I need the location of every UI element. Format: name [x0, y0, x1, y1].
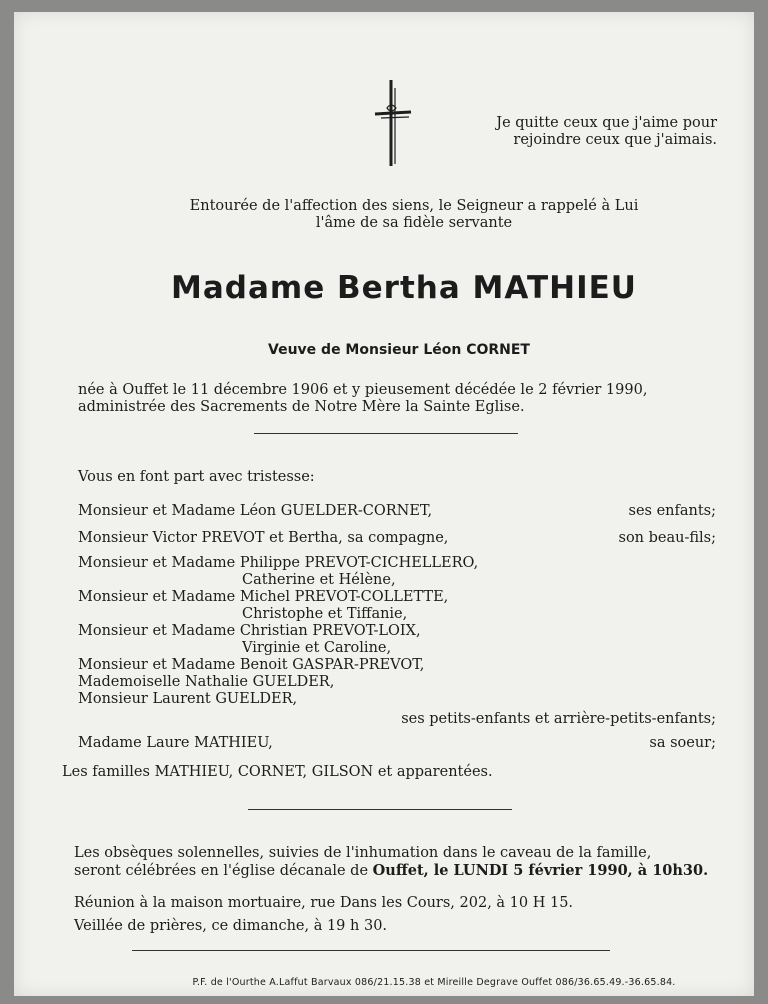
family-relation: sa soeur; [649, 735, 716, 751]
family-row [78, 657, 716, 674]
families-line: Les familles MATHIEU, CORNET, GILSON et apparentées. [62, 764, 493, 780]
family-row [78, 555, 716, 572]
family-row [78, 640, 768, 657]
intro-line: Entourée de l'affection des siens, le Seigneur a rappelé à Lui [189, 198, 639, 214]
family-row [78, 589, 716, 606]
family-name: Monsieur Victor PREVOT et Bertha, sa compagne, [78, 530, 449, 546]
birth-line: administrée des Sacrements de Notre Mère la Sainte Eglise. [78, 399, 525, 415]
funeral-info [74, 845, 716, 935]
obituary-card [14, 12, 754, 996]
family-name: Mademoiselle Nathalie GUELDER, [78, 674, 335, 690]
epigraph-line: Je quitte ceux que j'aime pour [496, 115, 717, 131]
gathering-line: Réunion à la maison mortuaire, rue Dans les Cours, 202, à 10 H 15. [74, 895, 574, 911]
footer-undertaker: P.F. de l'Ourthe A.Laffut Barvaux 086/21.15.38 et Mireille Degrave Ouffet 086/36.65.49.-36.65.84. [192, 977, 676, 988]
family-relation: ses enfants; [628, 503, 716, 519]
epigraph-line: rejoindre ceux que j'aimais. [513, 132, 717, 148]
family-name: Monsieur et Madame Léon GUELDER-CORNET, [78, 503, 433, 519]
family-row [78, 572, 768, 589]
epigraph [444, 115, 717, 149]
cross-icon [369, 74, 415, 170]
family-relation: ses petits-enfants et arrière-petits-enfants; [401, 711, 716, 727]
vigil-line: Veillée de prières, ce dimanche, à 19 h 30. [74, 918, 388, 934]
widow-of: Veuve de Monsieur Léon CORNET [268, 342, 530, 358]
family-name: Catherine et Hélène, [242, 572, 396, 588]
funeral-line: Les obsèques solennelles, suivies de l'inhumation dans le caveau de la famille, [74, 845, 652, 861]
birth-death-info [78, 382, 718, 416]
deceased-name: Madame Bertha MATHIEU [171, 270, 637, 306]
funeral-text: seront célébrées en l'église décanale de [74, 863, 373, 879]
divider [248, 809, 512, 810]
family-row [78, 530, 716, 547]
family-row [78, 674, 716, 691]
family-row [78, 623, 716, 640]
family-name: Monsieur et Madame Michel PREVOT-COLLETTE, [78, 589, 449, 605]
intro-line: l'âme de sa fidèle servante [315, 215, 513, 231]
family-name: Monsieur Laurent GUELDER, [78, 691, 298, 707]
family-name: Virginie et Caroline, [242, 640, 392, 656]
family-name: Madame Laure MATHIEU, [78, 735, 273, 751]
funeral-date: Ouffet, le LUNDI 5 février 1990, à 10h30. [372, 862, 709, 879]
family-row [78, 606, 768, 623]
intro-text [114, 198, 714, 232]
family-row [78, 691, 716, 708]
divider [254, 433, 518, 434]
family-name: Christophe et Tiffanie, [242, 606, 408, 622]
family-relation: son beau-fils; [618, 530, 716, 546]
announcement: Vous en font part avec tristesse: [78, 469, 315, 485]
family-name: Monsieur et Madame Benoit GASPAR-PREVOT, [78, 657, 425, 673]
birth-line: née à Ouffet le 11 décembre 1906 et y pieusement décédée le 2 février 1990, [78, 382, 648, 398]
family-name: Monsieur et Madame Philippe PREVOT-CICHELLERO, [78, 555, 479, 571]
family-name: Monsieur et Madame Christian PREVOT-LOIX, [78, 623, 421, 639]
family-row [78, 735, 716, 752]
family-row [78, 503, 716, 520]
funeral-line [74, 862, 716, 880]
divider [132, 950, 610, 951]
